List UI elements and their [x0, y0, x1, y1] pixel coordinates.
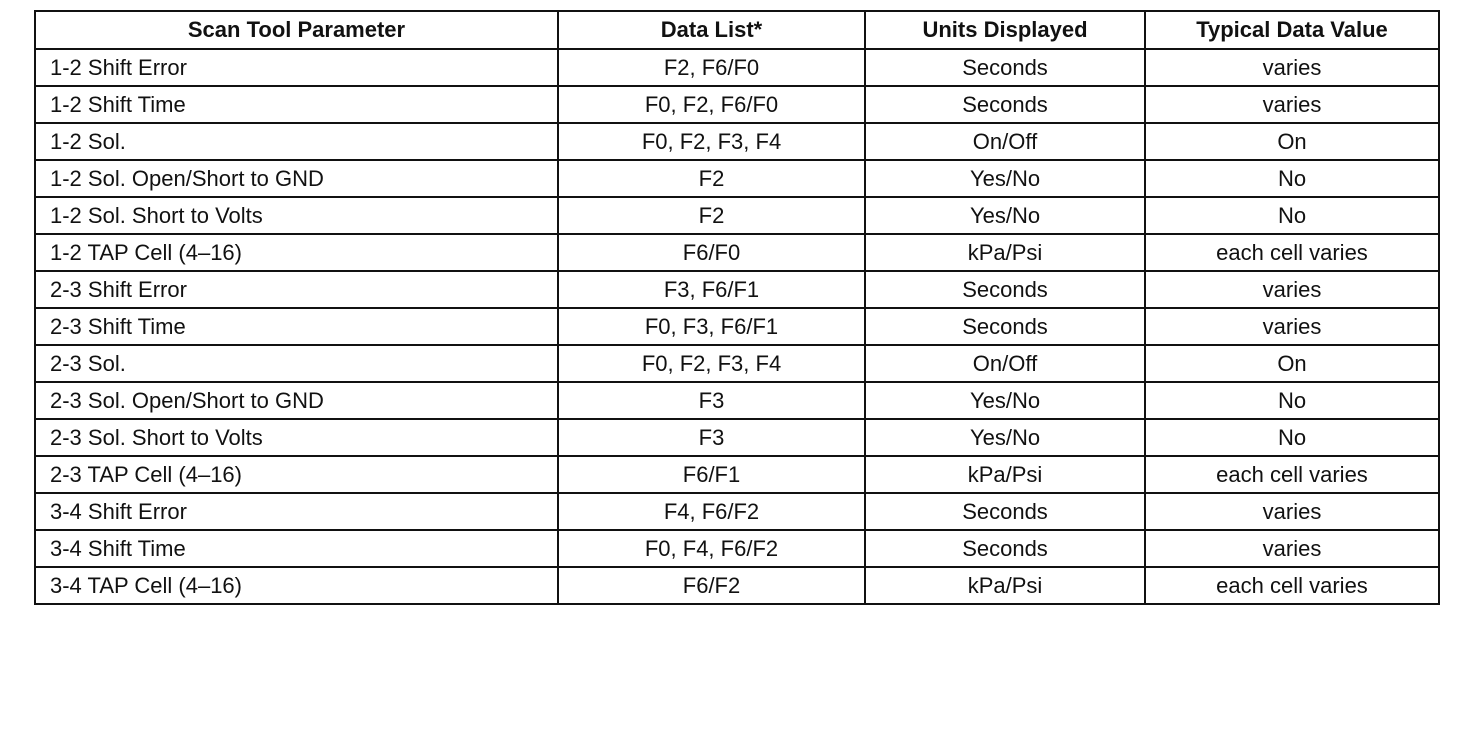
- data-list-cell: F3, F6/F1: [558, 271, 865, 308]
- typical-value-cell: No: [1145, 419, 1439, 456]
- table-row: [35, 419, 1439, 456]
- parameter-cell: 2-3 Sol.: [35, 345, 558, 382]
- typical-value-cell: On: [1145, 345, 1439, 382]
- data-list-cell: F6/F2: [558, 567, 865, 604]
- units-cell: On/Off: [865, 345, 1145, 382]
- table-row: [35, 123, 1439, 160]
- typical-value-cell: varies: [1145, 308, 1439, 345]
- header-units-displayed: Units Displayed: [865, 11, 1145, 49]
- parameter-cell: 1-2 Shift Error: [35, 49, 558, 86]
- units-cell: On/Off: [865, 123, 1145, 160]
- units-cell: Yes/No: [865, 419, 1145, 456]
- typical-value-cell: No: [1145, 382, 1439, 419]
- table-row: [35, 567, 1439, 604]
- units-cell: Seconds: [865, 493, 1145, 530]
- units-cell: kPa/Psi: [865, 234, 1145, 271]
- data-list-cell: F3: [558, 419, 865, 456]
- typical-value-cell: No: [1145, 160, 1439, 197]
- units-cell: Seconds: [865, 308, 1145, 345]
- data-list-cell: F0, F4, F6/F2: [558, 530, 865, 567]
- table-row: [35, 308, 1439, 345]
- parameter-cell: 2-3 Sol. Short to Volts: [35, 419, 558, 456]
- header-scan-tool-parameter: Scan Tool Parameter: [35, 11, 558, 49]
- header-row: [35, 11, 1439, 49]
- units-cell: Yes/No: [865, 160, 1145, 197]
- data-list-cell: F0, F2, F3, F4: [558, 345, 865, 382]
- data-list-cell: F3: [558, 382, 865, 419]
- table-row: [35, 234, 1439, 271]
- header-data-list: Data List*: [558, 11, 865, 49]
- units-cell: Seconds: [865, 49, 1145, 86]
- typical-value-cell: varies: [1145, 49, 1439, 86]
- header-typical-data-value: Typical Data Value: [1145, 11, 1439, 49]
- typical-value-cell: varies: [1145, 86, 1439, 123]
- units-cell: Seconds: [865, 86, 1145, 123]
- parameter-cell: 3-4 Shift Error: [35, 493, 558, 530]
- data-list-cell: F0, F2, F3, F4: [558, 123, 865, 160]
- parameter-cell: 1-2 Shift Time: [35, 86, 558, 123]
- table-header: [35, 11, 1439, 49]
- parameter-cell: 2-3 Shift Time: [35, 308, 558, 345]
- typical-value-cell: No: [1145, 197, 1439, 234]
- table-row: [35, 271, 1439, 308]
- data-list-cell: F2: [558, 160, 865, 197]
- units-cell: kPa/Psi: [865, 567, 1145, 604]
- table-row: [35, 86, 1439, 123]
- table-body: [35, 49, 1439, 604]
- typical-value-cell: varies: [1145, 530, 1439, 567]
- parameter-cell: 1-2 Sol.: [35, 123, 558, 160]
- table-row: [35, 197, 1439, 234]
- parameter-cell: 3-4 TAP Cell (4–16): [35, 567, 558, 604]
- typical-value-cell: each cell varies: [1145, 456, 1439, 493]
- parameter-cell: 1-2 TAP Cell (4–16): [35, 234, 558, 271]
- scan-tool-parameter-table-wrapper: [34, 10, 1438, 605]
- data-list-cell: F2, F6/F0: [558, 49, 865, 86]
- units-cell: Seconds: [865, 530, 1145, 567]
- units-cell: Yes/No: [865, 197, 1145, 234]
- table-row: [35, 160, 1439, 197]
- table-row: [35, 493, 1439, 530]
- parameter-cell: 3-4 Shift Time: [35, 530, 558, 567]
- units-cell: Yes/No: [865, 382, 1145, 419]
- data-list-cell: F0, F2, F6/F0: [558, 86, 865, 123]
- data-list-cell: F2: [558, 197, 865, 234]
- data-list-cell: F0, F3, F6/F1: [558, 308, 865, 345]
- table-row: [35, 530, 1439, 567]
- typical-value-cell: varies: [1145, 493, 1439, 530]
- parameter-cell: 2-3 TAP Cell (4–16): [35, 456, 558, 493]
- parameter-cell: 1-2 Sol. Open/Short to GND: [35, 160, 558, 197]
- parameter-cell: 2-3 Shift Error: [35, 271, 558, 308]
- table-row: [35, 345, 1439, 382]
- table-row: [35, 456, 1439, 493]
- typical-value-cell: each cell varies: [1145, 567, 1439, 604]
- parameter-cell: 1-2 Sol. Short to Volts: [35, 197, 558, 234]
- typical-value-cell: On: [1145, 123, 1439, 160]
- units-cell: kPa/Psi: [865, 456, 1145, 493]
- typical-value-cell: each cell varies: [1145, 234, 1439, 271]
- parameter-cell: 2-3 Sol. Open/Short to GND: [35, 382, 558, 419]
- data-list-cell: F6/F0: [558, 234, 865, 271]
- table-row: [35, 382, 1439, 419]
- data-list-cell: F6/F1: [558, 456, 865, 493]
- data-list-cell: F4, F6/F2: [558, 493, 865, 530]
- table-row: [35, 49, 1439, 86]
- units-cell: Seconds: [865, 271, 1145, 308]
- typical-value-cell: varies: [1145, 271, 1439, 308]
- scan-tool-parameter-table: [34, 10, 1440, 605]
